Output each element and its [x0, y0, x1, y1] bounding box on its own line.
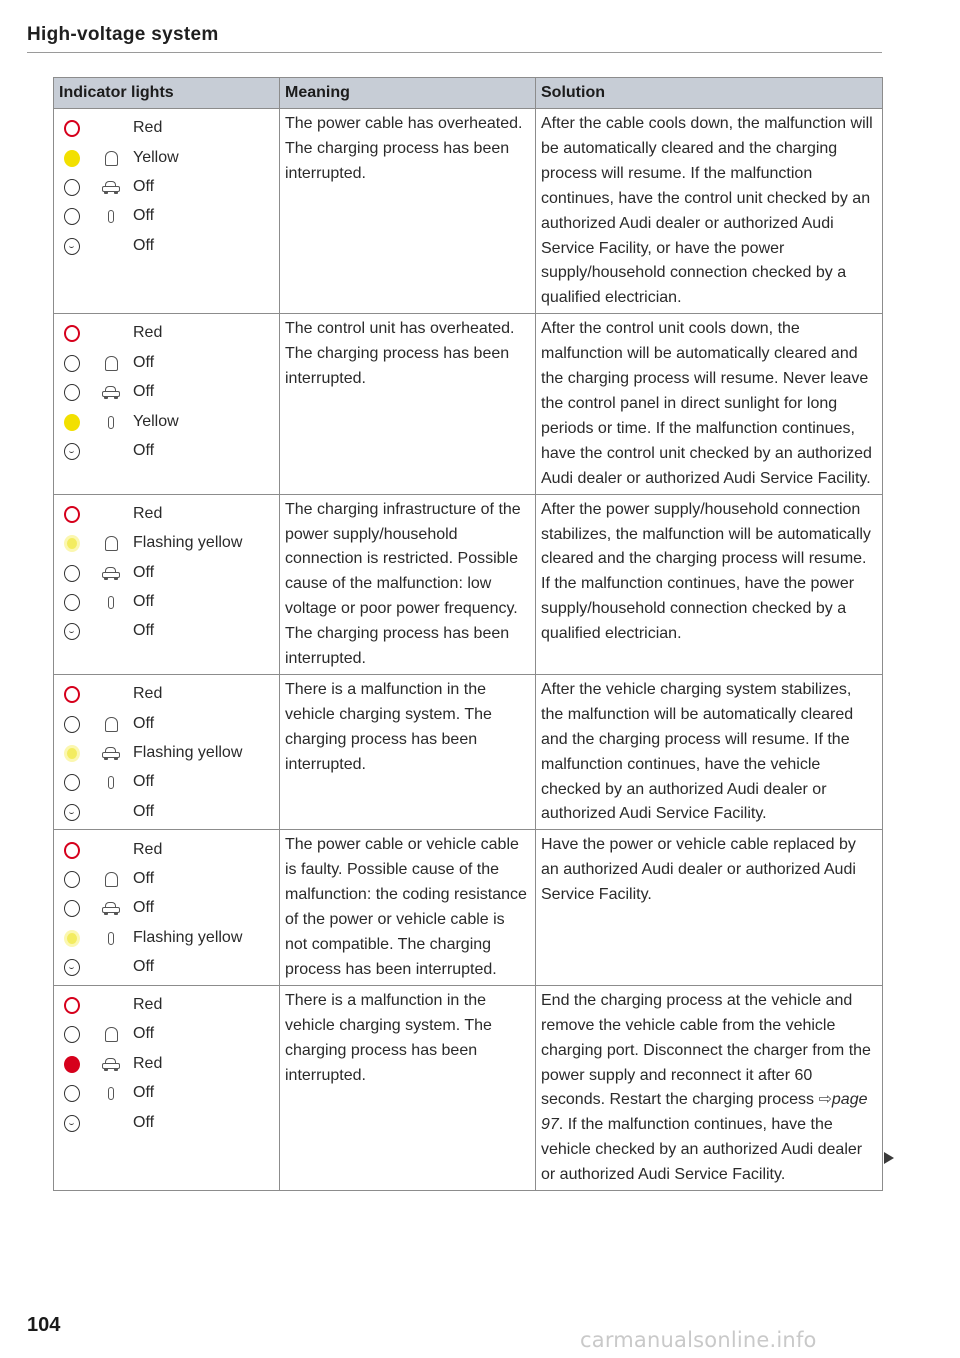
solution-text-continued: . If the malfunction continues, have the vehicle checked by an authorized Audi dealer or authorized Audi Service Facility.: [541, 1116, 863, 1184]
status-light-off-icon: [64, 565, 80, 582]
indicator-table: [53, 77, 883, 1191]
status-light-off-icon: [64, 900, 80, 917]
solution-cell: After the power supply/household connection stabilizes, the malfunction will be automatically cleared and the charging process will resume. If the malfunction continues, have the power supply/household connection checked by a qualified electrician.: [536, 494, 883, 674]
indicator-lamp-row: [59, 558, 275, 587]
indicator-lamp-row: [59, 588, 275, 617]
indicator-state-label: Off: [133, 207, 155, 225]
indicator-state-label: Red: [133, 324, 163, 342]
indicator-lamp-row: [59, 319, 275, 348]
meaning-cell: The control unit has overheated. The charging process has been interrupted.: [280, 314, 536, 494]
title-divider: [27, 52, 882, 53]
vehicle-icon: [102, 1058, 120, 1071]
solution-cell: Have the power or vehicle cable replaced by an authorized Audi dealer or authorized Audi Service Facility.: [536, 830, 883, 985]
indicator-cell: [54, 830, 280, 985]
meaning-cell: There is a malfunction in the vehicle charging system. The charging process has been interrupted.: [280, 674, 536, 829]
vehicle-icon: [102, 181, 120, 194]
vehicle-icon: [102, 567, 120, 580]
charging-plug-icon: [105, 872, 118, 887]
indicator-lamp-row: [59, 709, 275, 738]
indicator-state-label: Off: [133, 802, 155, 820]
vehicle-icon: [102, 902, 120, 915]
status-light-off-icon: [64, 594, 80, 611]
indicator-state-label: Yellow: [133, 412, 179, 430]
indicator-state-label: Off: [133, 714, 155, 732]
indicator-state-label: Off: [133, 899, 155, 917]
table-row: [54, 109, 883, 314]
indicator-state-label: Flashing yellow: [133, 928, 243, 946]
indicator-lamp-row: [59, 1050, 275, 1079]
indicator-lamp-row: [59, 349, 275, 378]
indicator-state-label: Off: [133, 178, 155, 196]
indicator-state-label: Off: [133, 353, 155, 371]
solution-text: End the charging process at the vehicle and remove the vehicle cable from the vehicle charging port. Disconnect the charger from the power supply and reconnect it after 60 seconds. Restart the charging process: [541, 991, 871, 1109]
indicator-state-label: Off: [133, 442, 155, 460]
indicator-lamp-row: [59, 1108, 275, 1137]
status-light-off-icon: [64, 179, 80, 196]
table-row: [54, 494, 883, 674]
table-row: [54, 674, 883, 829]
indicator-lamp-row: [59, 529, 275, 558]
status-light-flashing-yellow-icon: [64, 745, 80, 762]
indicator-lamp-row: [59, 1020, 275, 1049]
watermark: carmanualsonline.info: [580, 1328, 817, 1352]
indicator-lamp-row: [59, 437, 275, 466]
indicator-state-label: Off: [133, 236, 155, 254]
status-light-off-icon: [64, 716, 80, 733]
indicator-state-label: Off: [133, 593, 155, 610]
indicator-lamp-row: [59, 680, 275, 709]
indicator-lamp-row: [59, 768, 275, 797]
table-row: [54, 985, 883, 1190]
indicator-lamp-row: [59, 114, 275, 143]
indicator-cell: [54, 494, 280, 674]
indicator-state-label: Off: [133, 1113, 155, 1131]
meaning-cell: The power cable has overheated. The charging process has been interrupted.: [280, 109, 536, 314]
continue-arrow-icon: [884, 1152, 894, 1164]
status-light-off-icon: [64, 774, 80, 791]
indicator-lamp-row: [59, 202, 275, 231]
table-row: [54, 314, 883, 494]
table-row: [54, 830, 883, 985]
indicator-state-label: Off: [133, 1025, 155, 1043]
section-title: High-voltage system: [27, 24, 219, 45]
indicator-state-label: Red: [133, 119, 163, 137]
page-reference-arrow-icon: ⇨: [818, 1091, 832, 1109]
indicator-lamp-row: [59, 617, 275, 646]
status-light-red-outline-icon: [64, 506, 80, 523]
indicator-state-label: Red: [133, 685, 163, 703]
vehicle-icon: [102, 747, 120, 760]
indicator-state-label: Yellow: [133, 148, 179, 166]
indicator-cell: [54, 314, 280, 494]
cable-connector-icon: [108, 776, 114, 789]
indicator-lamp-row: [59, 835, 275, 864]
indicator-lamp-row: [59, 894, 275, 923]
status-light-off-icon: [64, 1026, 80, 1043]
power-light-icon: [64, 804, 80, 821]
indicator-lamp-row: [59, 798, 275, 827]
header-solution: Solution: [536, 78, 883, 109]
status-light-flashing-yellow-icon: [64, 930, 80, 947]
solution-cell: [536, 985, 883, 1190]
indicator-lamp-row: [59, 865, 275, 894]
indicator-state-label: Red: [133, 840, 163, 858]
status-light-red-outline-icon: [64, 120, 80, 137]
header-meaning: Meaning: [280, 78, 536, 109]
status-light-red-outline-icon: [64, 997, 80, 1014]
cable-connector-icon: [108, 932, 114, 945]
solution-cell: After the vehicle charging system stabilizes, the malfunction will be automatically cleared and the charging process will resume. If the malfunction continues, have the vehicle checked by an authorized Audi dealer or authorized Audi Service Facility.: [536, 674, 883, 829]
indicator-state-label: Off: [133, 958, 155, 976]
status-light-red-icon: [64, 1056, 80, 1073]
cable-connector-icon: [108, 210, 114, 223]
indicator-state-label: Off: [133, 622, 155, 640]
cable-connector-icon: [108, 416, 114, 429]
indicator-lamp-row: [59, 232, 275, 261]
meaning-cell: The charging infrastructure of the power supply/household connection is restricted. Possible cause of the malfunction: low voltage or poor power frequency. The charging process has been interrupted.: [280, 494, 536, 674]
status-light-yellow-icon: [64, 150, 80, 167]
power-light-icon: [64, 1115, 80, 1132]
meaning-cell: The power cable or vehicle cable is faulty. Possible cause of the malfunction: the coding resistance of the power or vehicle cable is not compatible. The charging process has been interrupted.: [280, 830, 536, 985]
indicator-state-label: Off: [133, 563, 155, 581]
indicator-state-label: Off: [133, 1084, 155, 1102]
indicator-lamp-row: [59, 173, 275, 202]
indicator-lamp-row: [59, 378, 275, 407]
header-indicator-lights: Indicator lights: [54, 78, 280, 109]
solution-cell: After the control unit cools down, the malfunction will be automatically cleared and the charging process will resume. Never leave the control panel in direct sunlight for long periods or time. If the malfunction continues, have the control unit checked by an authorized Audi dealer or authorized Audi Service Facility.: [536, 314, 883, 494]
indicator-lamp-row: [59, 500, 275, 529]
indicator-state-label: Red: [133, 996, 163, 1014]
cable-connector-icon: [108, 596, 114, 609]
page-number: 104: [27, 1314, 61, 1336]
power-light-icon: [64, 959, 80, 976]
charging-plug-icon: [105, 356, 118, 371]
indicator-lamp-row: [59, 1079, 275, 1108]
charging-plug-icon: [105, 1027, 118, 1042]
indicator-lamp-row: [59, 143, 275, 172]
indicator-state-label: Off: [133, 383, 155, 401]
power-light-icon: [64, 443, 80, 460]
power-light-icon: [64, 238, 80, 255]
indicator-lamp-row: [59, 407, 275, 436]
indicator-state-label: Flashing yellow: [133, 534, 243, 552]
indicator-lamp-row: [59, 924, 275, 953]
charging-plug-icon: [105, 536, 118, 551]
indicator-state-label: Flashing yellow: [133, 743, 243, 761]
charging-plug-icon: [105, 717, 118, 732]
indicator-cell: [54, 109, 280, 314]
vehicle-icon: [102, 386, 120, 399]
indicator-lamp-row: [59, 739, 275, 768]
status-light-off-icon: [64, 1085, 80, 1102]
indicator-state-label: Red: [133, 1054, 163, 1072]
indicator-cell: [54, 985, 280, 1190]
status-light-flashing-yellow-icon: [64, 535, 80, 552]
status-light-yellow-icon: [64, 414, 80, 431]
indicator-state-label: Off: [133, 773, 155, 791]
status-light-off-icon: [64, 355, 80, 372]
indicator-state-label: Off: [133, 870, 155, 887]
charging-plug-icon: [105, 151, 118, 166]
indicator-lamp-row: [59, 991, 275, 1020]
meaning-cell: There is a malfunction in the vehicle charging system. The charging process has been interrupted.: [280, 985, 536, 1190]
table-header-row: [54, 78, 883, 109]
status-light-off-icon: [64, 208, 80, 225]
cable-connector-icon: [108, 1087, 114, 1100]
indicator-lamp-row: [59, 953, 275, 982]
status-light-off-icon: [64, 384, 80, 401]
page-reference-link[interactable]: page 97: [541, 1091, 868, 1134]
status-light-off-icon: [64, 871, 80, 888]
status-light-red-outline-icon: [64, 325, 80, 342]
status-light-red-outline-icon: [64, 842, 80, 859]
solution-cell: After the cable cools down, the malfunction will be automatically cleared and the charging process will resume. If the malfunction continues, have the control unit checked by an authorized Audi dealer or authorized Audi Service Facility, or have the power supply/household connection checked by a qualified electrician.: [536, 109, 883, 314]
status-light-red-outline-icon: [64, 686, 80, 703]
power-light-icon: [64, 623, 80, 640]
indicator-state-label: Red: [133, 504, 163, 522]
indicator-cell: [54, 674, 280, 829]
